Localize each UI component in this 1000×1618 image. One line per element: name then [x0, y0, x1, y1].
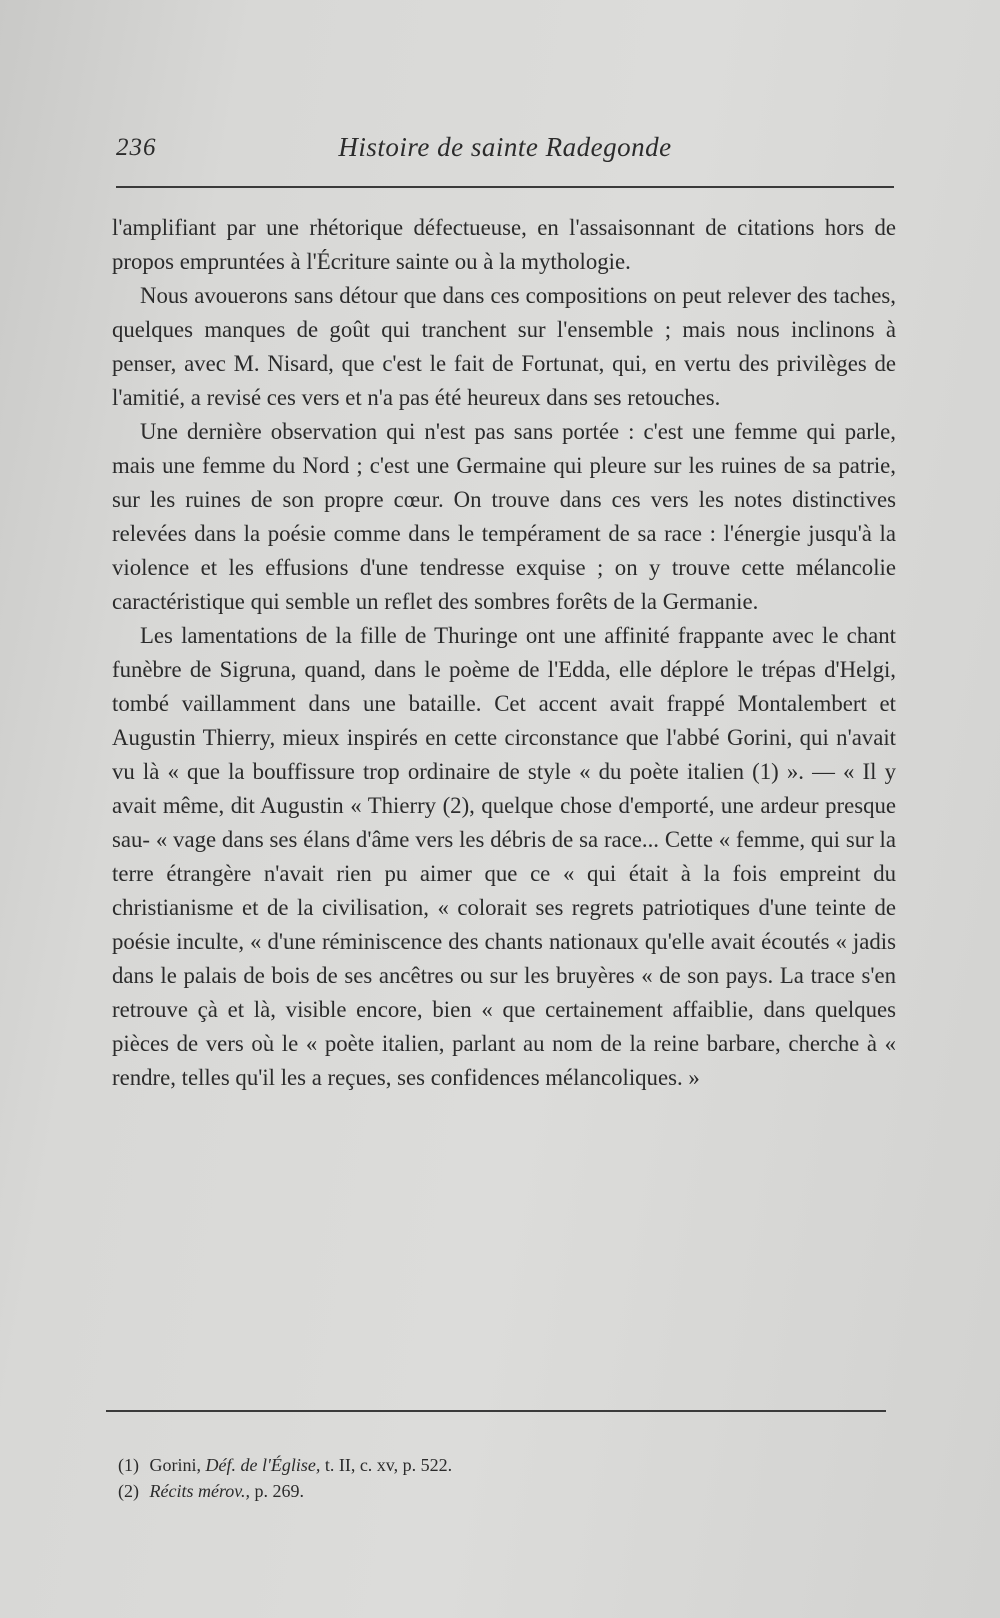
footnote-2	[118, 1478, 878, 1504]
paragraph: Une dernière observation qui n'est pas sans portée : c'est une femme qui parle, mais une femme du Nord ; c'est une Germaine qui pleure sur les ruines de sa patrie, sur les ruines de son propre cœur. On trouve dans ces vers les notes distinctives relevées dans la poésie comme dans le tempérament de sa race : l'énergie jusqu'à la violence et les effusions d'une tendresse exquise ; on y trouve cette mélancolie caractéristique qui semble un reflet des sombres forêts de la Germanie.	[112, 419, 896, 614]
footnote-marker: (2)	[118, 1481, 139, 1501]
body-text	[112, 211, 896, 1095]
footnote-reference: t. II, c. xv, p. 522.	[324, 1455, 453, 1475]
paragraph: Nous avouerons sans détour que dans ces compositions on peut relever des taches, quelques manques de goût qui tranchent sur l'ensemble ; mais nous inclinons à penser, avec M. Nisard, que c'est le fait de Fortunat, qui, en vertu des privilèges de l'amitié, a revisé ces vers et n'a pas été heureux dans ses retouches.	[112, 283, 896, 410]
page-header	[116, 128, 894, 168]
footnote-rule	[106, 1410, 886, 1412]
paragraph-continued: l'amplifiant par une rhétorique défectueuse, en l'assaisonnant de citations hors de propos empruntées à l'Écriture sainte ou à la mythologie.	[112, 215, 896, 274]
footnote-author: Gorini,	[149, 1455, 201, 1475]
footnote-work: Récits mérov.,	[149, 1481, 250, 1501]
paragraph: Les lamentations de la fille de Thuringe ont une affinité frappante avec le chant funèbre de Sigruna, quand, dans le poème de l'Edda, elle déplore le trépas d'Helgi, tombé vaillamment dans une bataille. Cet accent avait frappé Montalembert et Augustin Thierry, mieux inspirés en cette circonstance que l'abbé Gorini, qui n'avait vu là « que la bouffissure trop ordinaire de style « du poète italien (1) ». — « Il y avait même, dit Augustin « Thierry (2), quelque chose d'emporté, une ardeur presque sau- « vage dans ses élans d'âme vers les débris de sa race... Cette « femme, qui sur la terre étrangère n'avait rien pu aimer que ce « qui était à la fois empreint du christianisme et de la civilisation, « colorait ses regrets patriotiques d'une teinte de poésie inculte, « d'une réminiscence des chants nationaux qu'elle avait écoutés « jadis dans le palais de bois de ses ancêtres ou sur les bruyères « de son pays. La trace s'en retrouve çà et là, visible encore, bien « que certainement affaiblie, dans quelques pièces de vers où le « poète italien, parlant au nom de la reine barbare, cherche à « rendre, telles qu'il les a reçues, ses confidences mélancoliques. »	[112, 623, 896, 1090]
footnote-reference: p. 269.	[254, 1481, 304, 1501]
running-title: Histoire de sainte Radegonde	[338, 132, 672, 162]
footnote-work: Déf. de l'Église,	[205, 1455, 321, 1475]
page-number: 236	[116, 134, 157, 161]
header-rule	[116, 186, 894, 188]
footnote-marker: (1)	[118, 1455, 139, 1475]
footnotes	[118, 1452, 878, 1504]
footnote-1	[118, 1452, 878, 1478]
